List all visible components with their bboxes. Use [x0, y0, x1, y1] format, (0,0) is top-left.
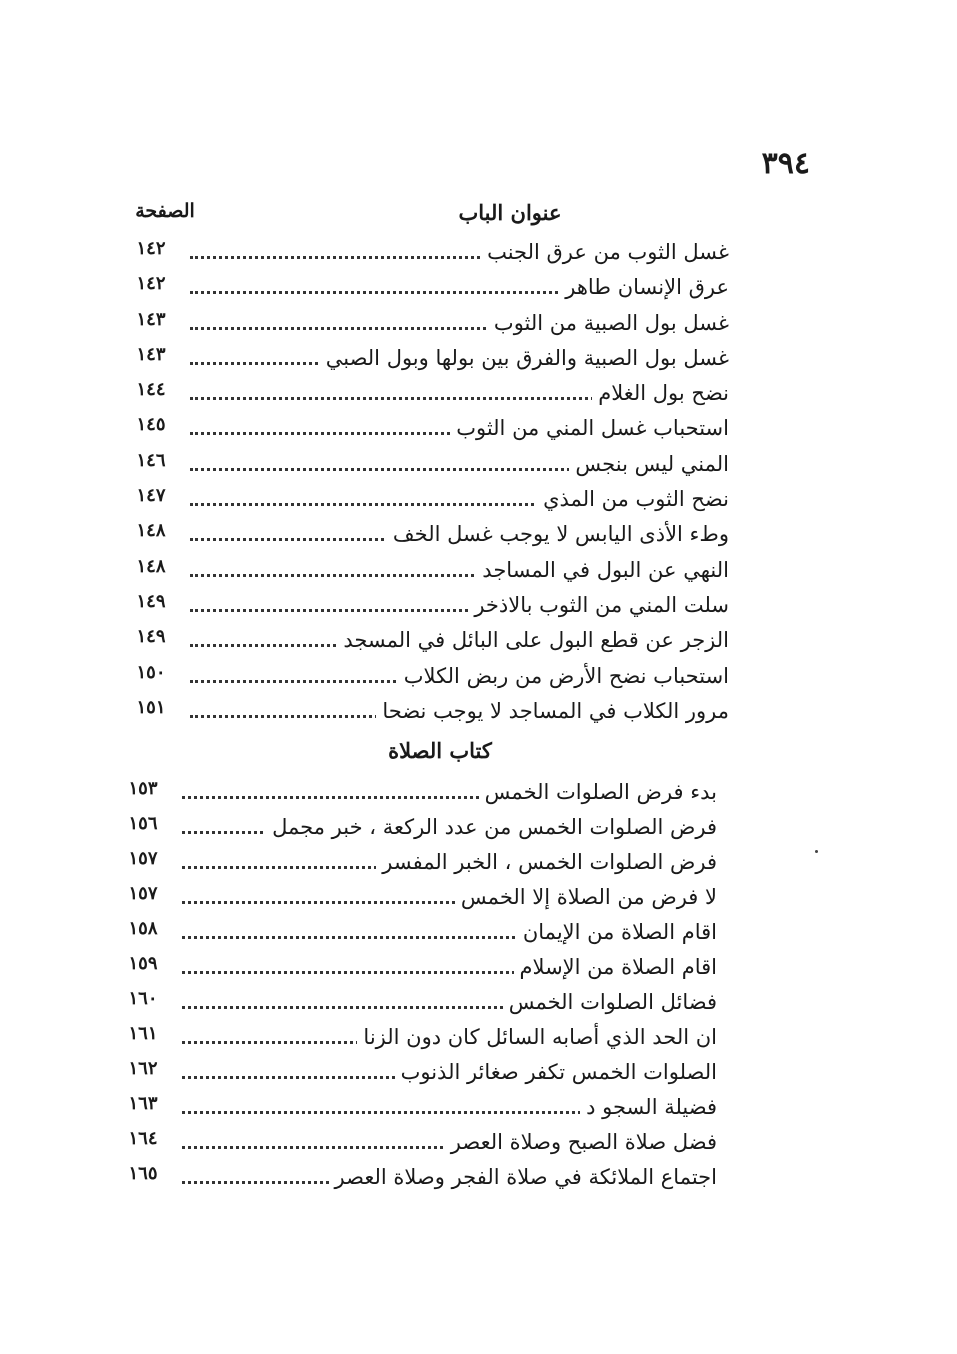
toc-entry-title: سلت المني من الثوب بالاذخر [468, 593, 729, 617]
toc-entry [0, 776, 957, 811]
toc-entry-page: ١٥٠ [136, 661, 166, 683]
toc-entry [0, 448, 957, 483]
toc-entry-title: عرق الإنسان طاهر [559, 275, 729, 299]
toc-entry [0, 881, 957, 916]
toc-entry-page: ١٥٧ [128, 883, 158, 904]
toc-entry [0, 1091, 957, 1126]
toc-entry-title: نضح الثوب من المذي [537, 487, 729, 511]
title-column-header: عنوان الباب [458, 200, 562, 225]
toc-entry-page: ١٦٠ [128, 988, 158, 1009]
toc-entry-title: مرور الكلاب في المساجد لا يوجب نضحا [376, 699, 729, 723]
page-number: ٣٩٤ [761, 146, 810, 181]
toc-entry-title: ان الحد الذي أصابه السائل كان دون الزنا [357, 1025, 717, 1049]
toc-entry-title: المني ليس بنجس [569, 452, 729, 476]
toc-entry-title: فضائل الصلوات الخمس [503, 990, 717, 1014]
toc-entry-page: ١٦٥ [128, 1163, 158, 1184]
toc-entry [0, 1021, 957, 1056]
toc-entry-page: ١٥١ [136, 696, 166, 718]
toc-entry-title: فضيلة السجو د [580, 1095, 717, 1119]
toc-entry-title: استحباب غسل المني من الثوب [450, 416, 729, 440]
toc-entry-page: ١٥٨ [128, 918, 158, 939]
toc-entry-page: ١٤٥ [136, 414, 166, 436]
section-heading: كتاب الصلاة [388, 738, 492, 763]
toc-entry-page: ١٤٩ [136, 590, 166, 612]
toc-entry-page: ١٥٩ [128, 953, 158, 974]
toc-entry [0, 589, 957, 624]
toc-entry-title: اجتماع الملائكة في صلاة الفجر وصلاة العصر [329, 1165, 717, 1189]
toc-entry [0, 342, 957, 377]
toc-entry-title: فرض الصلوات الخمس من عدد الركعة ، خبر مجمل [266, 815, 717, 839]
toc-entry-page: ١٤٧ [136, 485, 166, 507]
toc-entry [0, 377, 957, 412]
toc-entry [0, 554, 957, 589]
toc-entry [0, 916, 957, 951]
toc-entry-title: فضل صلاة الصبح وصلاة العصر [445, 1130, 717, 1154]
toc-entry [0, 951, 957, 986]
page-column-header: الصفحة [135, 200, 195, 222]
toc-entry-title: لا فرض من الصلاة إلا الخمس [455, 885, 717, 909]
print-speck [815, 850, 818, 853]
toc-entry-page: ١٥٦ [128, 813, 158, 834]
toc-entry-page: ١٤٨ [136, 520, 166, 542]
toc-entry-page: ١٤٦ [136, 449, 166, 471]
toc-entry [0, 1126, 957, 1161]
toc-entry-title: اقام الصلاة من الإيمان [517, 920, 717, 944]
toc-entry-title: بدء فرض الصلوات الخمس [479, 780, 717, 804]
toc-entry [0, 660, 957, 695]
toc-entry-page: ١٦٤ [128, 1128, 158, 1149]
toc-section-1 [0, 236, 957, 730]
toc-entry [0, 307, 957, 342]
toc-entry-title: الصلوات الخمس تكفر صغائر الذنوب [395, 1060, 717, 1084]
toc-entry-page: ١٥٧ [128, 848, 158, 869]
toc-entry-page: ١٦٢ [128, 1058, 158, 1079]
toc-entry [0, 811, 957, 846]
toc-entry-title: غسل بول الصبية والفرق بين بولها وبول الصبي [320, 346, 729, 370]
toc-entry-title: الزجر عن قطع البول على البائل في المسجد [337, 628, 729, 652]
toc-entry-page: ١٤٢ [136, 273, 166, 295]
toc-entry [0, 412, 957, 447]
toc-entry-title: غسل الثوب من عرق الجنب [481, 240, 729, 264]
toc-entry [0, 624, 957, 659]
toc-entry-title: فرض الصلوات الخمس ، الخبر المفسر [376, 850, 717, 874]
toc-entry-page: ١٤٣ [136, 343, 166, 365]
toc-entry [0, 271, 957, 306]
toc-entry-title: النهي عن البول في المساجد [476, 558, 729, 582]
toc-entry-page: ١٤٢ [136, 238, 166, 259]
toc-entry [0, 1056, 957, 1091]
toc-entry-title: اقام الصلاة من الإسلام [514, 955, 717, 979]
toc-entry [0, 986, 957, 1021]
toc-entry-page: ١٤٣ [136, 308, 166, 330]
toc-entry-page: ١٦١ [128, 1023, 158, 1044]
toc-entry [0, 846, 957, 881]
toc-entry-page: ١٤٤ [136, 379, 166, 401]
toc-header [0, 200, 957, 234]
toc-entry-title: نضح بول الغلام [592, 381, 729, 405]
toc-entry-page: ١٤٨ [136, 555, 166, 577]
toc-entry [0, 236, 957, 271]
toc-entry-title: غسل بول الصبية من الثوب [488, 311, 729, 335]
toc-entry-page: ١٦٣ [128, 1093, 158, 1114]
toc-entry-title: استحباب نضح الأرض من ربض الكلاب [398, 664, 729, 688]
toc-entry [0, 1161, 957, 1196]
toc-section-2 [0, 776, 957, 1196]
toc-entry-page: ١٥٣ [128, 778, 158, 799]
toc-entry-page: ١٤٩ [136, 626, 166, 648]
toc-entry-title: وطء الأذى اليابس لا يوجب غسل الخف [387, 522, 729, 546]
toc-entry [0, 483, 957, 518]
toc-entry [0, 695, 957, 730]
toc-entry [0, 518, 957, 553]
